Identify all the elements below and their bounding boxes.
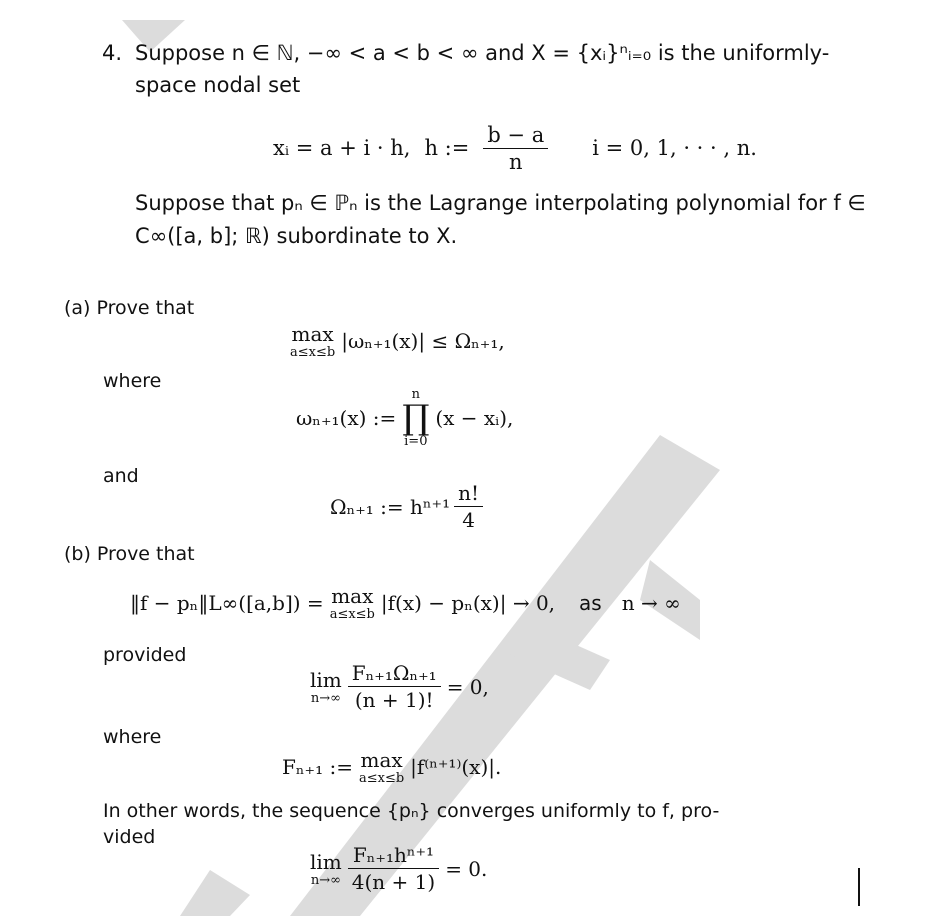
problem-intro-line2: space nodal set [135, 73, 301, 97]
limit-n: n → ∞ [621, 590, 681, 615]
part-a-max-inequality [290, 322, 505, 359]
where-label-b: where [103, 726, 162, 748]
F-definition [282, 748, 501, 785]
norm-max-label: max [331, 584, 374, 608]
part-b-label: (b) Prove that [64, 543, 195, 565]
limit-condition-2 [310, 842, 487, 895]
nodes-equation [273, 118, 757, 178]
lim-fraction-2 [348, 842, 439, 895]
other-words-line1: In other words, the sequence {pₙ} converges uniformly to f, pro- [103, 800, 720, 822]
h-denominator: n [509, 149, 523, 174]
lim-operator-2 [310, 850, 342, 887]
product-symbol: ∏ [402, 398, 430, 438]
lim-label-1: lim [310, 668, 342, 692]
norm-equation [130, 584, 681, 621]
h-fraction [483, 122, 548, 175]
product-lower: i=0 [404, 434, 428, 449]
norm-max-range: a≤x≤b [329, 607, 375, 622]
Omega-denominator: 4 [462, 508, 475, 532]
text-cursor [858, 868, 860, 906]
max-inequality-body: |ωₙ₊₁(x)| ≤ Ωₙ₊₁, [341, 328, 505, 353]
h-numerator: b − a [483, 122, 548, 149]
provided-label: provided [103, 644, 187, 666]
and-label: and [103, 465, 139, 487]
other-words-line2: vided [103, 826, 156, 848]
F-max-operator [359, 748, 404, 785]
part-a-label: (a) Prove that [64, 297, 195, 319]
lim-operator-1 [310, 668, 342, 705]
lim-denominator-1: (n + 1)! [354, 688, 434, 712]
norm-lhs: ‖f − pₙ‖L∞([a,b]) = [130, 590, 324, 615]
lim-fraction-1 [348, 660, 441, 713]
omega-lhs: ωₙ₊₁(x) := [296, 406, 397, 430]
Omega-lhs: Ωₙ₊₁ := hⁿ⁺¹ [330, 494, 451, 519]
lim-label-2: lim [310, 850, 342, 874]
nodes-lhs: xᵢ = a + i · h, [273, 136, 411, 160]
Omega-definition [330, 480, 483, 533]
limit-condition-1 [310, 660, 489, 713]
Omega-numerator: n! [454, 480, 483, 507]
F-lhs: Fₙ₊₁ := [282, 754, 353, 779]
lim-sub-1: n→∞ [310, 691, 341, 706]
product-operator [402, 388, 429, 448]
suppose-line2: C∞([a, b]; ℝ) subordinate to X. [135, 224, 458, 248]
problem-number: 4. [102, 41, 123, 65]
lim-sub-2: n→∞ [310, 873, 341, 888]
F-body: |f⁽ⁿ⁺¹⁾(x)|. [410, 754, 502, 779]
problem-intro-line1: Suppose n ∈ ℕ, −∞ < a < b < ∞ and X = {xᵢ}ⁿᵢ₌₀ is the uniformly- [135, 41, 830, 65]
product-body: (x − xᵢ), [435, 406, 514, 430]
product-upper: n [411, 387, 420, 402]
F-max-label: max [360, 748, 403, 772]
where-label-a: where [103, 370, 162, 392]
max-label: max [291, 322, 334, 346]
nodes-range: i = 0, 1, · · · , n. [592, 136, 757, 160]
max-range: a≤x≤b [290, 345, 336, 360]
lim-rhs-1: = 0, [446, 674, 489, 699]
Omega-fraction [454, 480, 483, 533]
lim-denominator-2: 4(n + 1) [351, 870, 436, 894]
norm-body: |f(x) − pₙ(x)| → 0, [380, 590, 556, 615]
h-def: h := [424, 136, 470, 160]
suppose-line1: Suppose that pₙ ∈ ℙₙ is the Lagrange interpolating polynomial for f ∈ [135, 191, 866, 215]
omega-definition [296, 388, 513, 448]
as-label: as [579, 590, 602, 615]
lim-numerator-2: Fₙ₊₁hⁿ⁺¹ [348, 842, 439, 869]
max-operator [290, 322, 335, 359]
F-max-range: a≤x≤b [358, 771, 405, 786]
lim-numerator-1: Fₙ₊₁Ωₙ₊₁ [348, 660, 441, 687]
norm-max-operator [330, 584, 375, 621]
lim-rhs-2: = 0. [445, 856, 488, 881]
